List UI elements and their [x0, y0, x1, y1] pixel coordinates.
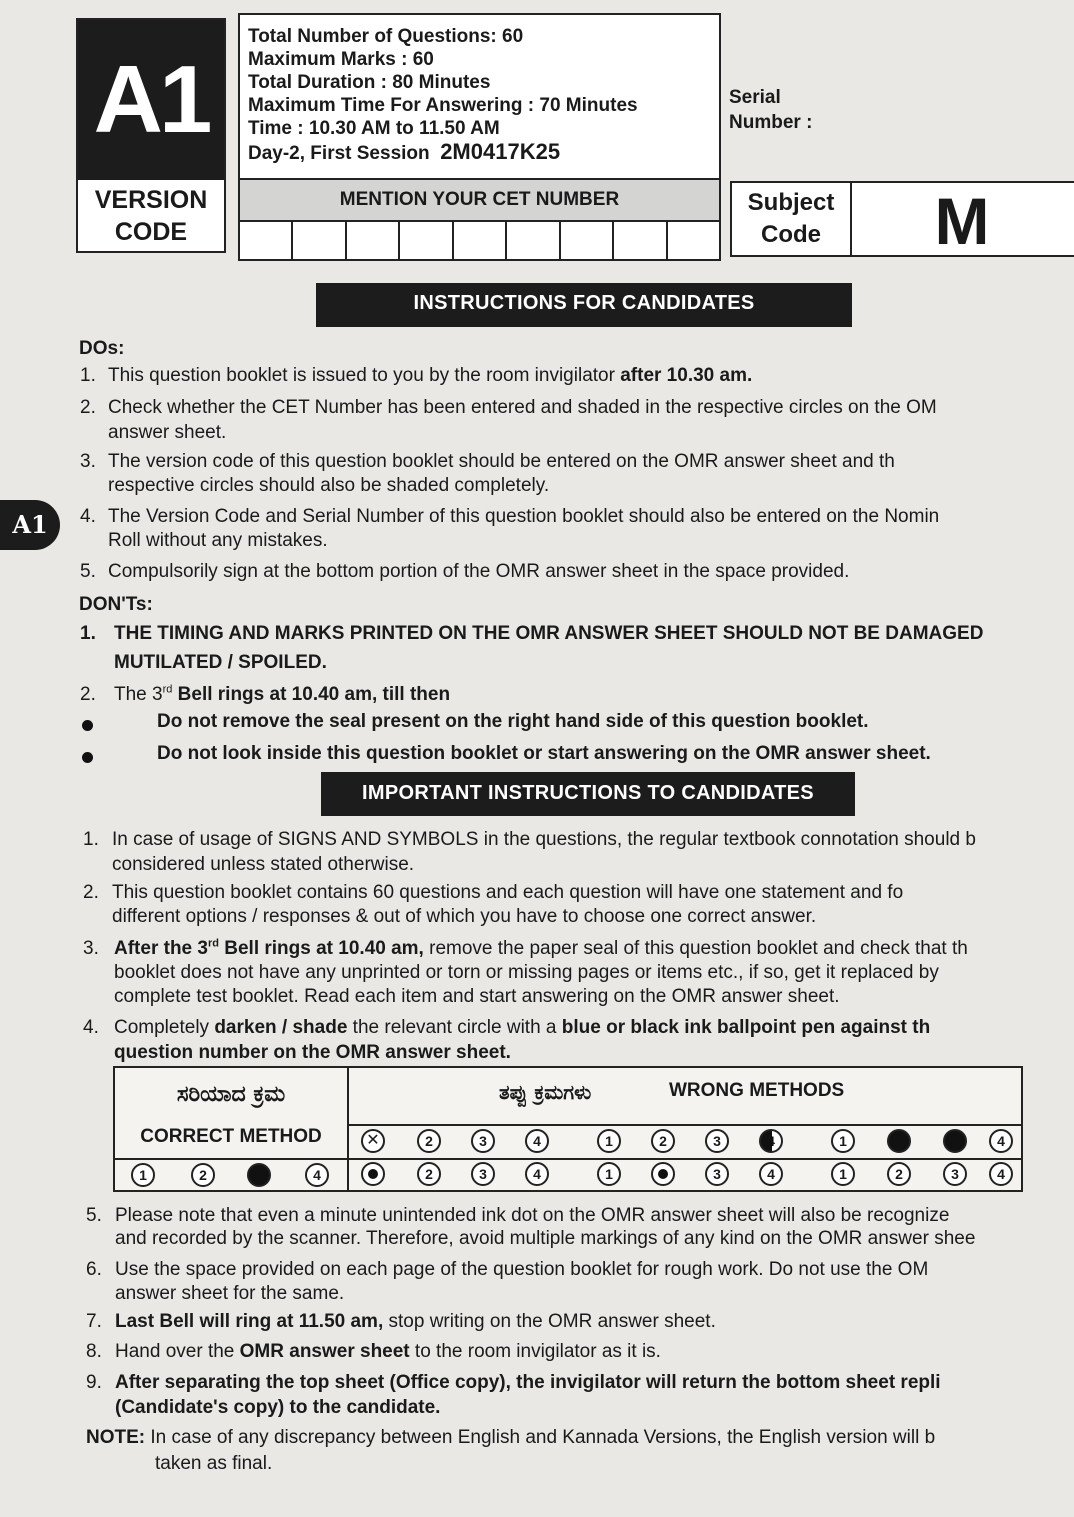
important-item-4-line-2: question number on the OMR answer sheet.: [114, 1042, 511, 1063]
item-bold: darken / shade: [214, 1017, 348, 1038]
cet-cell[interactable]: [614, 220, 667, 259]
total-questions: Total Number of Questions: 60: [248, 26, 524, 47]
item-bold: Last Bell will ring at 11.50 am,: [115, 1311, 384, 1332]
version-label-line-1: VERSION: [94, 185, 208, 214]
bubble-3: 3: [471, 1162, 495, 1186]
bubble-2: 2: [651, 1129, 675, 1153]
total-duration: Total Duration : 80 Minutes: [248, 72, 491, 93]
bubble-crossed: ✕: [361, 1129, 385, 1153]
cet-cell[interactable]: [561, 220, 614, 259]
note-text: In case of any discrepancy between English and Kannada Versions, the English version will b: [145, 1427, 936, 1448]
dont-item-2: [80, 682, 451, 707]
bubble-4: 4: [989, 1129, 1013, 1153]
bubble-3: 3: [705, 1129, 729, 1153]
cet-number-cells: [240, 220, 719, 259]
omr-methods-table: [113, 1066, 1023, 1192]
dont-item-text: THE TIMING AND MARKS PRINTED ON THE OMR ANSWER SHEET SHOULD NOT BE DAMAGED: [114, 623, 984, 644]
serial-label-line-1: Serial: [729, 87, 781, 108]
item-text: Completely: [114, 1017, 215, 1038]
maximum-marks: Maximum Marks : 60: [248, 49, 434, 70]
important-item-2: [83, 880, 904, 905]
do-item-number: 1.: [80, 365, 96, 386]
important-item-9: [86, 1370, 941, 1395]
bullet-icon: [82, 720, 93, 731]
do-item-number: 4.: [80, 506, 96, 527]
bubble-1: 1: [597, 1129, 621, 1153]
item-bold-2: Bell rings at 10.40 am,: [218, 938, 424, 959]
item-text: stop writing on the OMR answer sheet.: [383, 1311, 716, 1332]
item-bold: OMR answer sheet: [239, 1341, 410, 1362]
subject-code-label: [732, 183, 852, 255]
note-label: NOTE:: [86, 1427, 146, 1448]
do-item-4: [80, 504, 940, 529]
maximum-time: Maximum Time For Answering : 70 Minutes: [248, 95, 638, 116]
bubble-filled: [887, 1129, 911, 1153]
correct-bubble-row: [115, 1158, 347, 1192]
item-number: 4.: [83, 1017, 99, 1038]
bubble-half-shaded: 4: [759, 1129, 783, 1153]
bubble-1: 1: [131, 1163, 155, 1187]
bubble-4: 4: [525, 1162, 549, 1186]
bubble-filled: [247, 1163, 271, 1187]
bubble-3: 3: [943, 1162, 967, 1186]
do-item-number: 2.: [80, 397, 96, 418]
cet-cell[interactable]: [240, 220, 293, 259]
serial-label-line-2: Number :: [729, 112, 813, 133]
important-item-3-line-2: booklet does not have any unprinted or torn or missing pages or items etc., if so, get it replaced by: [114, 962, 939, 983]
dont-item-number: 2.: [80, 684, 96, 705]
subject-code-box: [730, 181, 1074, 257]
dos-heading: DOs:: [79, 338, 125, 359]
note-line-2: taken as final.: [155, 1453, 273, 1474]
item-text: This question booklet contains 60 questions and each question will have one statement and fo: [112, 882, 904, 903]
version-side-tab: A1: [0, 500, 60, 550]
version-label-line-2: CODE: [114, 217, 188, 246]
donts-heading: DON'Ts:: [79, 594, 153, 615]
item-bold: After the 3: [114, 938, 208, 959]
dont-item-pre: The 3: [114, 684, 163, 705]
item-text: remove the paper seal of this question booklet and check that th: [423, 938, 968, 959]
important-item-2-line-2: different options / responses & out of which you have to choose one correct answer.: [112, 906, 817, 927]
do-item-2-line-2: answer sheet.: [108, 422, 227, 443]
important-item-5: [86, 1203, 950, 1228]
important-item-1: [83, 827, 976, 852]
bullet-icon: [82, 752, 93, 763]
booklet-code: 2M0417K25: [440, 139, 561, 164]
do-item-4-line-2: Roll without any mistakes.: [108, 530, 328, 551]
do-item-bold: after 10.30 am.: [620, 365, 753, 386]
instructions-banner: INSTRUCTIONS FOR CANDIDATES: [316, 283, 852, 327]
subject-code-value: M: [934, 184, 990, 258]
subject-label-line-2: Code: [761, 221, 821, 248]
bubble-4: 4: [759, 1162, 783, 1186]
item-number: 7.: [86, 1311, 102, 1332]
bubble-2: 2: [887, 1162, 911, 1186]
item-text: After separating the top sheet (Office copy), the invigilator will return the bottom sheet repli: [115, 1372, 941, 1393]
item-text: Please note that even a minute unintended ink dot on the OMR answer sheet will also be recognize: [115, 1205, 950, 1226]
exam-session: [248, 140, 708, 165]
bubble-2: 2: [191, 1163, 215, 1187]
cet-number-label: MENTION YOUR CET NUMBER: [240, 178, 719, 222]
item-text-mid: the relevant circle with a: [347, 1017, 562, 1038]
do-item-2: [80, 395, 937, 420]
do-item-number: 3.: [80, 451, 96, 472]
wrong-bubble-row-1: [349, 1124, 1021, 1160]
dont-item-bold: Bell rings at 10.40 am, till then: [172, 684, 451, 705]
cet-cell[interactable]: [454, 220, 507, 259]
item-number: 8.: [86, 1341, 102, 1362]
do-item-3-line-2: respective circles should also be shaded completely.: [108, 475, 550, 496]
cet-cell[interactable]: [400, 220, 453, 259]
correct-method-column: [115, 1068, 349, 1190]
version-letter: A1: [78, 20, 224, 180]
session-label: Day-2, First Session: [248, 143, 430, 164]
dont-bullet-2: Do not look inside this question booklet or start answering on the OMR answer sheet.: [157, 743, 931, 764]
do-item-text: The version code of this question booklet should be entered on the OMR answer sheet and th: [108, 451, 895, 472]
version-code-box: [76, 18, 226, 253]
important-item-4: [83, 1015, 931, 1040]
important-item-1-line-2: considered unless stated otherwise.: [112, 854, 415, 875]
exam-info-lines: [248, 25, 708, 165]
bubble-dotted: [361, 1162, 385, 1186]
item-number: 3.: [83, 938, 99, 959]
do-item-text: Compulsorily sign at the bottom portion of the OMR answer sheet in the space provided.: [108, 561, 850, 582]
version-code-label: [78, 180, 224, 251]
important-instructions-banner: IMPORTANT INSTRUCTIONS TO CANDIDATES: [321, 772, 855, 816]
serial-number-label: [729, 85, 812, 135]
item-text-rest: to the room invigilator as it is.: [409, 1341, 661, 1362]
item-bold-2: blue or black ink ballpoint pen against th: [561, 1017, 931, 1038]
important-item-3: [83, 936, 968, 961]
do-item-text: The Version Code and Serial Number of this question booklet should also be entered on the Nomin: [108, 506, 940, 527]
correct-method-label: CORRECT METHOD: [140, 1126, 322, 1147]
item-text: Hand over the: [115, 1341, 240, 1362]
item-number: 5.: [86, 1205, 102, 1226]
item-number: 1.: [83, 829, 99, 850]
cet-cell[interactable]: [347, 220, 400, 259]
bubble-3: 3: [705, 1162, 729, 1186]
bubble-4: 4: [305, 1163, 329, 1187]
bubble-1: 1: [597, 1162, 621, 1186]
dont-item-sup: rd: [162, 683, 173, 696]
dont-item-1-line-2: MUTILATED / SPOILED.: [114, 652, 327, 673]
item-sup: rd: [207, 937, 219, 950]
wrong-methods-kannada: ತಪ್ಪು ಕ್ರಮಗಳು: [499, 1080, 592, 1104]
do-item-3: [80, 449, 895, 474]
note: [86, 1425, 935, 1450]
important-item-6-line-2: answer sheet for the same.: [115, 1283, 345, 1304]
bubble-4: 4: [525, 1129, 549, 1153]
important-item-3-line-3: complete test booklet. Read each item and start answering on the OMR answer sheet.: [114, 986, 840, 1007]
do-item-number: 5.: [80, 561, 96, 582]
cet-cell[interactable]: [293, 220, 346, 259]
important-item-7: [86, 1309, 716, 1334]
important-item-5-line-2: and recorded by the scanner. Therefore, avoid multiple markings of any kind on the OMR answer shee: [115, 1228, 976, 1249]
important-item-8: [86, 1339, 661, 1364]
wrong-methods-label: WRONG METHODS: [669, 1080, 845, 1101]
bubble-dotted: [651, 1162, 675, 1186]
do-item-1: [80, 363, 753, 388]
wrong-bubble-row-2: [349, 1158, 1021, 1190]
bubble-filled: [943, 1129, 967, 1153]
important-item-6: [86, 1257, 929, 1282]
item-number: 9.: [86, 1372, 102, 1393]
cet-cell[interactable]: [668, 220, 719, 259]
exam-info-box: [238, 13, 721, 261]
bubble-1: 1: [831, 1129, 855, 1153]
item-text: In case of usage of SIGNS AND SYMBOLS in the questions, the regular textbook connotation should b: [112, 829, 976, 850]
bubble-3: 3: [471, 1129, 495, 1153]
item-number: 2.: [83, 882, 99, 903]
bubble-4-ticked: 4: [989, 1162, 1013, 1186]
cet-cell[interactable]: [507, 220, 560, 259]
exam-time: Time : 10.30 AM to 11.50 AM: [248, 118, 500, 139]
item-number: 6.: [86, 1259, 102, 1280]
dont-item-1: [80, 621, 984, 646]
subject-label-line-1: Subject: [747, 189, 835, 216]
wrong-methods-header: [349, 1068, 1021, 1126]
item-text: Use the space provided on each page of the question booklet for rough work. Do not use the OM: [115, 1259, 929, 1280]
important-item-9-line-2: (Candidate's copy) to the candidate.: [115, 1397, 441, 1418]
bubble-2: 2: [417, 1129, 441, 1153]
do-item-text: Check whether the CET Number has been entered and shaded in the respective circles on the OM: [108, 397, 937, 418]
do-item-text: This question booklet is issued to you by the room invigilator: [108, 365, 621, 386]
do-item-5: [80, 559, 850, 584]
correct-method-kannada: ಸರಿಯಾದ ಕ್ರಮ: [176, 1082, 286, 1107]
dont-item-number: 1.: [80, 623, 96, 644]
bubble-1: 1: [831, 1162, 855, 1186]
bubble-2: 2: [417, 1162, 441, 1186]
dont-bullet-1: Do not remove the seal present on the right hand side of this question booklet.: [157, 711, 869, 732]
